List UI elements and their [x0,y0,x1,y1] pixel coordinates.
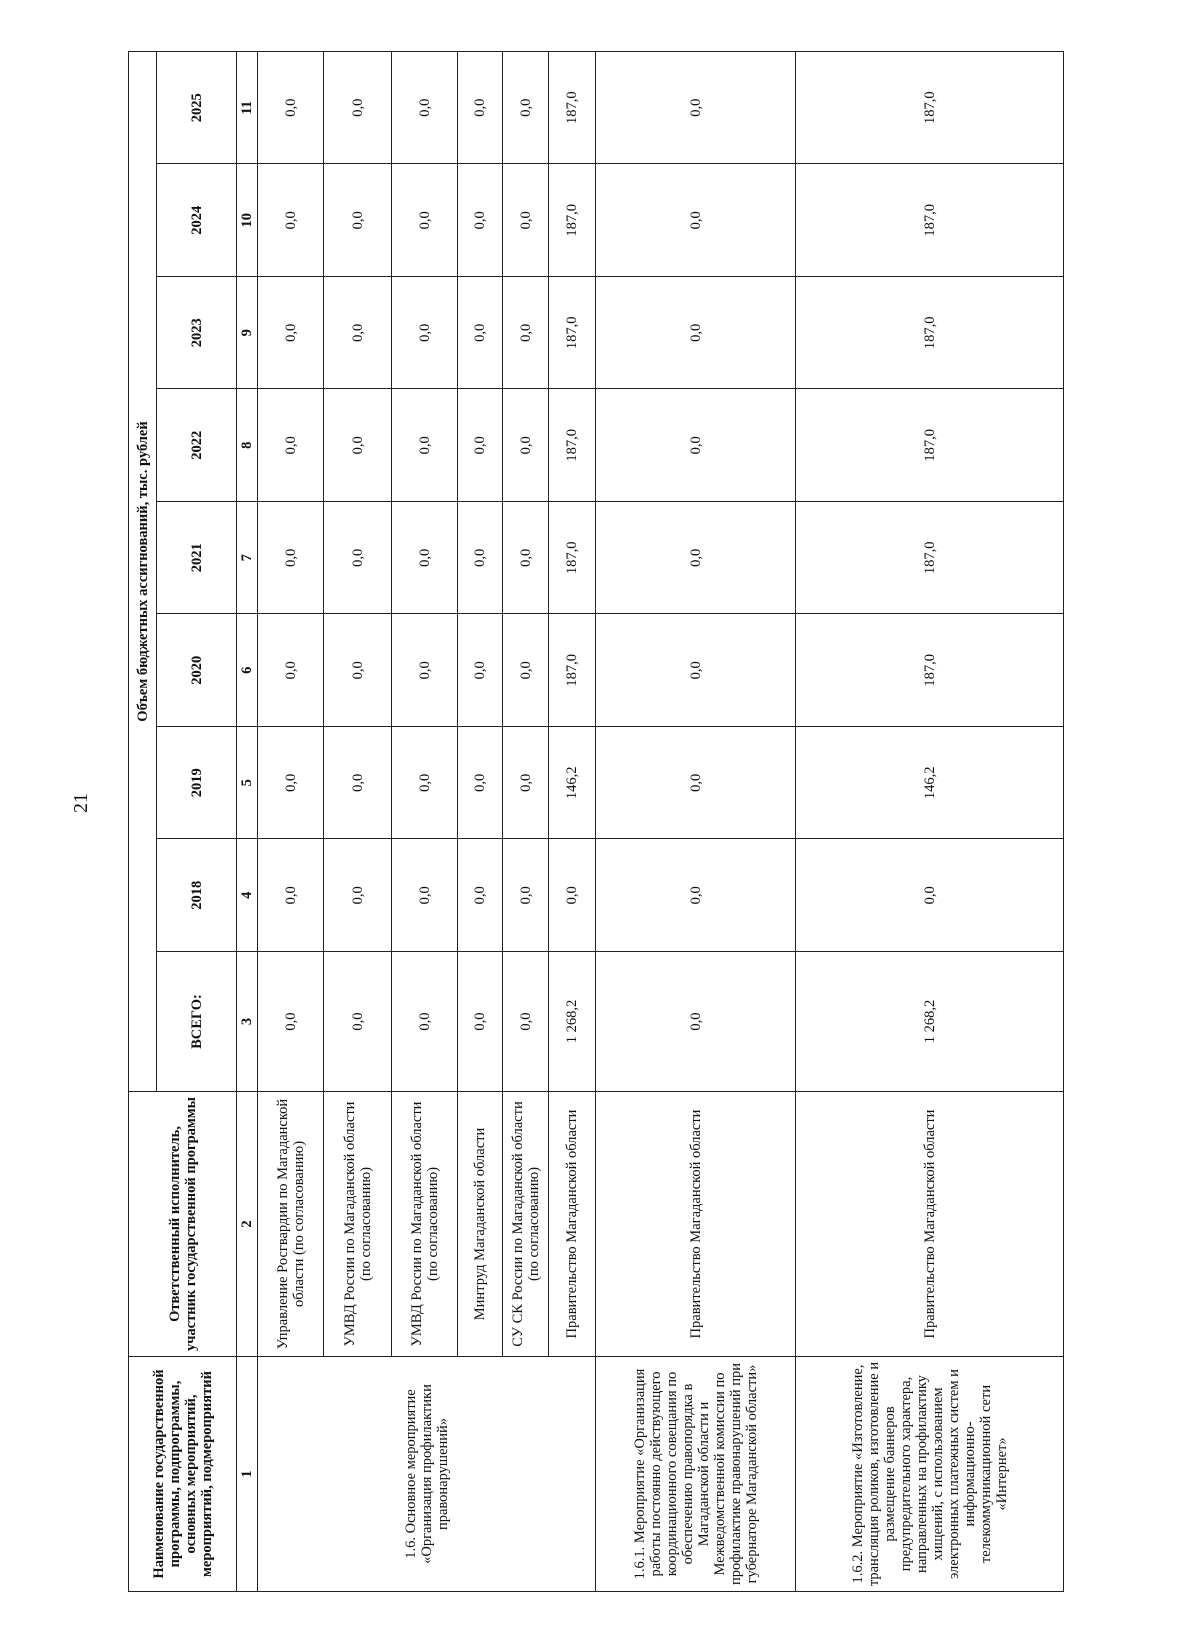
value-cell: 0,0 [458,727,503,840]
value-cell: 1 268,2 [796,952,1064,1092]
header-year: 2019 [157,727,237,840]
value-cell: 0,0 [324,51,392,164]
value-cell: 0,0 [258,277,324,390]
value-cell: 0,0 [258,502,324,615]
value-cell: 0,0 [392,614,458,727]
value-cell: 0,0 [458,164,503,277]
col-number: 3 [237,952,258,1092]
value-cell: 0,0 [258,614,324,727]
value-cell: 0,0 [392,839,458,952]
header-year: 2025 [157,51,237,164]
value-cell: 0,0 [596,502,796,615]
col-number: 4 [237,839,258,952]
value-cell: 0,0 [258,51,324,164]
value-cell: 187,0 [796,389,1064,502]
value-cell: 0,0 [324,389,392,502]
value-cell: 0,0 [324,727,392,840]
value-cell: 187,0 [796,502,1064,615]
header-name: Наименование государственной программы, подпрограммы, основных мероприятий, мероприятий, подмероприятий [129,1357,237,1592]
value-cell: 0,0 [392,502,458,615]
value-cell: 0,0 [503,164,549,277]
col-number: 1 [237,1357,258,1592]
value-cell: 0,0 [324,277,392,390]
header-year: 2020 [157,614,237,727]
value-cell: 0,0 [258,727,324,840]
value-cell: 0,0 [596,614,796,727]
value-cell: 0,0 [324,614,392,727]
executor-cell: Минтруд Магаданской области [458,1092,503,1357]
value-cell: 187,0 [549,164,596,277]
value-cell: 0,0 [596,727,796,840]
budget-table [128,51,1064,1592]
value-cell: 0,0 [503,839,549,952]
col-number: 11 [237,51,258,164]
value-cell: 0,0 [392,389,458,502]
value-cell: 0,0 [503,277,549,390]
value-cell: 0,0 [324,164,392,277]
value-cell: 146,2 [549,727,596,840]
header-total: ВСЕГО: [157,952,237,1092]
value-cell: 0,0 [549,839,596,952]
value-cell: 0,0 [596,839,796,952]
value-cell: 0,0 [596,389,796,502]
value-cell: 0,0 [324,952,392,1092]
col-number: 8 [237,389,258,502]
value-cell: 0,0 [596,51,796,164]
value-cell: 187,0 [549,51,596,164]
value-cell: 0,0 [392,164,458,277]
table-row [796,51,1064,1591]
value-cell: 187,0 [549,389,596,502]
header-budget-group: Объем бюджетных ассигнований, тыс. рублей [129,51,157,1091]
header-year: 2021 [157,502,237,615]
header-year: 2023 [157,277,237,390]
value-cell: 0,0 [796,839,1064,952]
col-number: 10 [237,164,258,277]
value-cell: 0,0 [458,839,503,952]
value-cell: 187,0 [796,614,1064,727]
executor-cell: Правительство Магаданской области [596,1092,796,1357]
value-cell: 0,0 [458,952,503,1092]
value-cell: 0,0 [392,277,458,390]
value-cell: 0,0 [258,164,324,277]
value-cell: 0,0 [324,839,392,952]
rotated-table-container [128,52,1060,1592]
value-cell: 0,0 [392,51,458,164]
value-cell: 187,0 [549,614,596,727]
value-cell: 0,0 [503,614,549,727]
executor-cell: УМВД России по Магаданской области (по согласованию) [324,1092,392,1357]
header-year: 2018 [157,839,237,952]
value-cell: 0,0 [392,952,458,1092]
col-number: 6 [237,614,258,727]
executor-cell: УМВД России по Магаданской области (по согласованию) [392,1092,458,1357]
value-cell: 0,0 [458,277,503,390]
value-cell: 0,0 [458,502,503,615]
value-cell: 0,0 [596,277,796,390]
value-cell: 0,0 [458,614,503,727]
value-cell: 0,0 [458,51,503,164]
col-number: 9 [237,277,258,390]
value-cell: 0,0 [258,839,324,952]
value-cell: 1 268,2 [549,952,596,1092]
row-name-1-6-1: 1.6.1. Мероприятие «Организация работы постоянно действующего координационного совещания по обеспечению правопорядка в Магаданской области и Межведомственной комиссии по профилактике правонарушений при губернаторе Магаданской области» [596,1357,796,1592]
value-cell: 0,0 [503,51,549,164]
value-cell: 187,0 [796,277,1064,390]
table-row [596,51,796,1591]
value-cell: 0,0 [596,164,796,277]
value-cell: 187,0 [796,164,1064,277]
value-cell: 0,0 [503,502,549,615]
value-cell: 187,0 [549,502,596,615]
value-cell: 0,0 [258,389,324,502]
value-cell: 0,0 [596,952,796,1092]
header-year: 2024 [157,164,237,277]
col-number: 5 [237,727,258,840]
executor-cell: Правительство Магаданской области [796,1092,1064,1357]
executor-cell: СУ СК России по Магаданской области (по согласованию) [503,1092,549,1357]
value-cell: 0,0 [258,952,324,1092]
header-executor: Ответственный исполнитель, участник государственной программы [129,1092,237,1357]
value-cell: 187,0 [549,277,596,390]
value-cell: 0,0 [458,389,503,502]
header-year: 2022 [157,389,237,502]
value-cell: 0,0 [503,952,549,1092]
row-name-1-6-2: 1.6.2. Мероприятие «Изготовление, трансляция роликов, изготовление и размещение баннеров предупредительного характера, направленных на профилактику хищений, с использованием электронных платежных систем и информационно-телекоммуникационной сети «Интернет» [796,1357,1064,1592]
value-cell: 0,0 [392,727,458,840]
executor-cell: Управление Росгвардии по Магаданской области (по согласованию) [258,1092,324,1357]
value-cell: 146,2 [796,727,1064,840]
value-cell: 0,0 [503,727,549,840]
page-number: 21 [70,793,92,813]
value-cell: 0,0 [503,389,549,502]
col-number: 7 [237,502,258,615]
row-name-1-6: 1.6. Основное мероприятие «Организация профилактики правонарушений» [258,1357,596,1592]
col-number: 2 [237,1092,258,1357]
value-cell: 0,0 [324,502,392,615]
table-row [258,51,324,1591]
executor-cell: Правительство Магаданской области [549,1092,596,1357]
value-cell: 187,0 [796,51,1064,164]
